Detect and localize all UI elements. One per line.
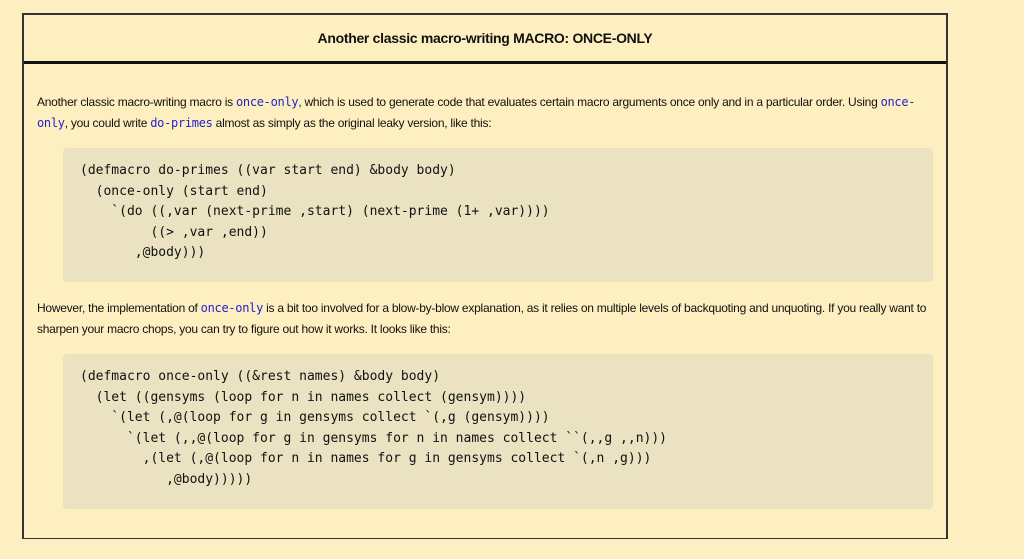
text: is a bit too involved for a blow-by-blow explanation, as it relies on multiple levels of backquoting and unquoting. If you really want to sharpen your macro chops, you can try to figure out how it works. It looks like this: xyxy=(37,301,927,336)
code-block-once-only: (defmacro once-only ((&rest names) &body body) (let ((gensyms (loop for n in names collect (gensym)))) `(let (,@(loop for g in gensyms collect `(,g (gensym)))) `(let (,,@(loop for g in gensyms for n in names collect ``(,,g ,,n))) ,(let (,@(loop for n in names for g in gensyms collect `(,n ,g))) ,@body))))) xyxy=(63,354,933,509)
paragraph-intro xyxy=(37,92,937,134)
inline-code: once-only xyxy=(37,95,916,130)
text: , you could write xyxy=(64,116,151,130)
panel-title: Another classic macro-writing MACRO: ONCE-ONLY xyxy=(24,15,946,64)
text: , which is used to generate code that evaluates certain macro arguments once only and in a particular order. Using xyxy=(298,95,881,109)
text: Another classic macro-writing macro is xyxy=(37,95,236,109)
inline-code: once-only xyxy=(200,301,263,315)
article-panel xyxy=(22,13,948,539)
paragraph-explanation xyxy=(37,298,937,340)
text: almost as simply as the original leaky version, like this: xyxy=(212,116,492,130)
inline-code: once-only xyxy=(235,95,299,109)
inline-code: do-primes xyxy=(150,116,213,130)
code-block-do-primes: (defmacro do-primes ((var start end) &body body) (once-only (start end) `(do ((,var (next-prime ,start) (next-prime (1+ ,var)))) ((> ,var ,end)) ,@body))) xyxy=(63,148,933,282)
text: However, the implementation of xyxy=(37,301,201,315)
